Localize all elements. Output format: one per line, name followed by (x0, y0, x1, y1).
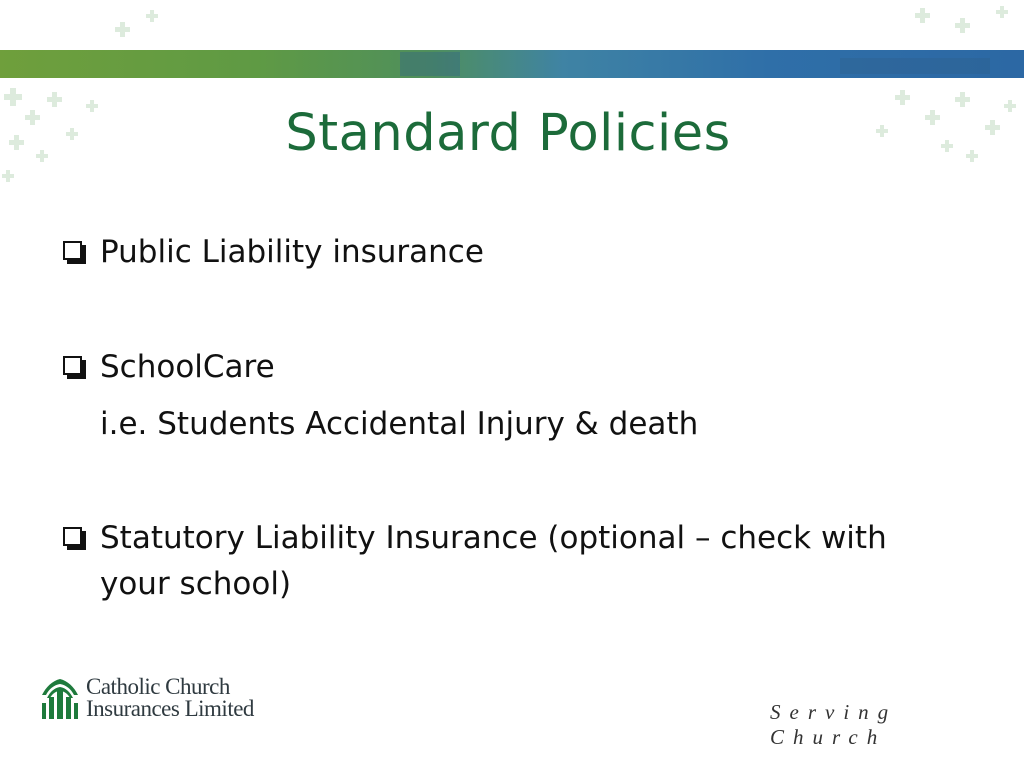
bullet-text: SchoolCare (100, 349, 275, 385)
bullet-item (62, 229, 930, 275)
logo-text-line2: Insurances Limited (86, 696, 254, 721)
bullet-text: Public Liability insurance (100, 234, 484, 270)
logo-text-line1: Catholic Church (86, 674, 230, 699)
bullet-text: Statutory Liability Insurance (optional – check with your school) (100, 520, 887, 602)
checkbox-bullet-icon (62, 344, 92, 390)
bullet-item (62, 344, 930, 390)
logo-mark-icon (40, 677, 80, 719)
company-logo (40, 676, 254, 720)
checkbox-bullet-icon (62, 515, 92, 561)
footer-tagline: Serving Church (770, 700, 898, 749)
checkbox-bullet-icon (62, 229, 92, 275)
bullet-item (62, 515, 930, 607)
bullet-subtext: i.e. Students Accidental Injury & death (100, 406, 699, 442)
slide-title: Standard Policies (285, 104, 731, 163)
